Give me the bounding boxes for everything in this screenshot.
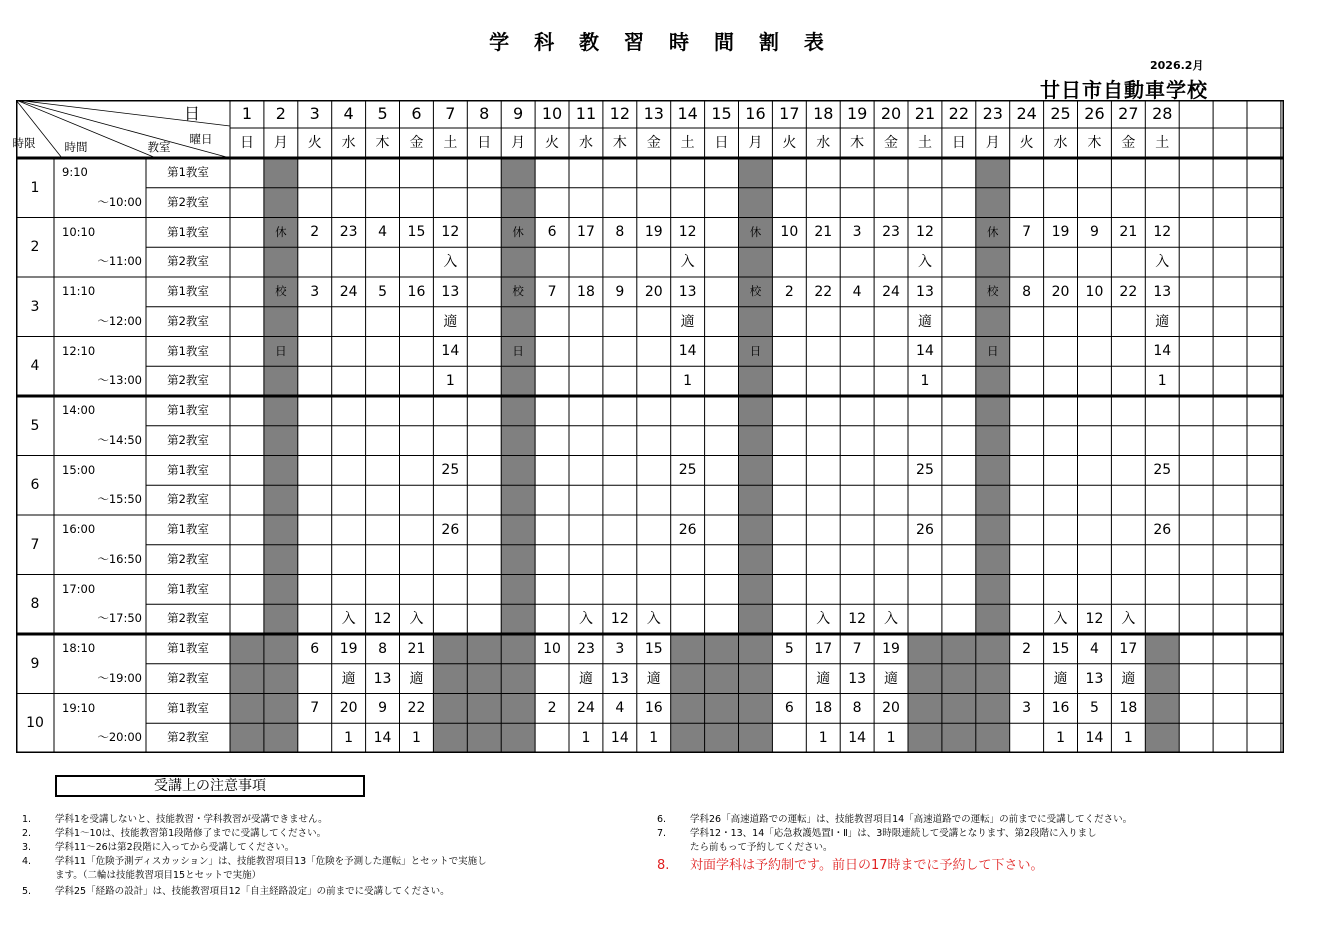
schedule-entry: 入 [1121, 611, 1136, 628]
day-number: 28 [1152, 104, 1173, 123]
weekday-label: 月 [748, 135, 763, 151]
school-name: 廿日市自動車学校 [1040, 78, 1208, 102]
schedule-entry: 適 [443, 313, 458, 330]
schedule-entry: 15 [644, 640, 663, 657]
day-number [1213, 100, 1247, 128]
schedule-entry: 適 [816, 670, 831, 687]
day-number: 15 [711, 104, 732, 123]
closed-day-text: 休 [275, 224, 287, 239]
note-number: 7. [657, 828, 667, 839]
schedule-entry: 4 [1089, 640, 1099, 657]
schedule-entry: 12 [916, 224, 934, 241]
room-header-label: 教室 [147, 140, 171, 155]
schedule-entry: 19 [339, 640, 358, 657]
period-number: 9 [30, 655, 40, 672]
time-header-label: 時間 [64, 140, 88, 155]
weekday-label: 木 [1087, 135, 1102, 151]
closed-day-text: 日 [749, 343, 762, 358]
weekday-label: 火 [1019, 135, 1034, 151]
day-number: 7 [445, 104, 456, 123]
schedule-entry: 適 [341, 670, 356, 687]
note-text: 学科11「危険予測ディスカッション」は、技能教習項目13「危険を予測した運転」とセットで実施し [55, 856, 487, 867]
closed-day-text: 校 [275, 284, 287, 299]
day-number: 4 [343, 104, 354, 123]
note-item [22, 855, 642, 869]
note-text: 学科11～26は第2段階に入ってから受講してください。 [55, 842, 295, 853]
weekday-label: 木 [375, 135, 390, 151]
period-number: 4 [30, 358, 40, 375]
room-label: 第2教室 [167, 432, 209, 447]
schedule-entry: 26 [1153, 521, 1172, 538]
schedule-entry: 14 [441, 343, 460, 360]
schedule-entry: 入 [1053, 611, 1068, 628]
day-number: 8 [479, 104, 490, 123]
weekday-label: 木 [612, 135, 627, 151]
day-number [1247, 100, 1281, 128]
weekday-label: 水 [341, 135, 356, 151]
schedule-entry: 16 [644, 700, 663, 717]
note-text: 対面学科は予約制です。前日の17時までに予約して下さい。 [690, 858, 1044, 873]
weekday-label [1213, 128, 1247, 158]
day-number: 5 [377, 104, 388, 123]
schedule-entry: 15 [407, 224, 426, 241]
timetable [12, 100, 1284, 753]
period-number: 7 [30, 536, 40, 553]
schedule-entry: 25 [916, 462, 934, 479]
schedule-entry: 適 [917, 313, 932, 330]
schedule-entry: 3 [615, 640, 625, 657]
schedule-entry: 適 [1053, 670, 1068, 687]
period-header-label: 時限 [12, 136, 36, 151]
schedule-entry: 適 [409, 670, 424, 687]
schedule-entry: 14 [1085, 730, 1104, 747]
period-number: 5 [30, 417, 40, 434]
day-number: 23 [982, 104, 1003, 123]
schedule-entry: 13 [441, 283, 460, 300]
room-label: 第1教室 [167, 641, 209, 656]
day-number: 16 [745, 104, 766, 123]
room-label: 第1教室 [167, 165, 209, 180]
schedule-entry: 1 [1123, 730, 1133, 747]
weekday-label: 土 [443, 135, 458, 151]
weekday-label: 火 [782, 135, 797, 151]
schedule-entry: 20 [339, 700, 358, 717]
note-item [22, 841, 642, 855]
weekday-label: 金 [409, 135, 424, 151]
room-label: 第2教室 [167, 551, 209, 566]
room-label: 第1教室 [167, 581, 209, 596]
schedule-entry: 24 [339, 283, 358, 300]
period-number: 8 [30, 596, 40, 613]
schedule-entry: 21 [814, 224, 833, 241]
room-label: 第2教室 [167, 492, 209, 507]
closed-day-text: 休 [512, 224, 524, 239]
note-number: 1. [22, 814, 32, 825]
note-item [657, 841, 1277, 855]
room-label: 第2教室 [167, 313, 209, 328]
closed-day-text: 日 [986, 343, 999, 358]
schedule-entry: 13 [373, 670, 392, 687]
period-end-time: ～16:50 [97, 551, 142, 566]
schedule-entry: 14 [610, 730, 629, 747]
period-start-time: 17:00 [62, 581, 96, 596]
period-start-time: 16:00 [62, 522, 96, 537]
schedule-entry: 12 [610, 611, 629, 628]
schedule-entry: 3 [310, 283, 320, 300]
schedule-entry: 23 [577, 640, 595, 657]
schedule-entry: 適 [1155, 313, 1170, 330]
note-text: 学科1を受講しないと、技能教習・学科教習が受講できません。 [55, 814, 328, 825]
day-number: 27 [1118, 104, 1139, 123]
weekday-label: 金 [884, 135, 899, 151]
schedule-entry: 1 [649, 730, 659, 747]
period-start-time: 19:10 [62, 700, 96, 715]
schedule-entry: 22 [407, 700, 426, 717]
schedule-entry: 12 [373, 611, 392, 628]
schedule-entry: 12 [1153, 224, 1172, 241]
schedule-entry: 21 [407, 640, 426, 657]
day-number: 3 [309, 104, 320, 123]
schedule-entry: 1 [1056, 730, 1065, 747]
period-end-time: ～19:00 [97, 670, 142, 685]
schedule-entry: 10 [1085, 283, 1104, 300]
schedule-entry: 16 [1051, 700, 1070, 717]
day-number: 19 [846, 104, 868, 123]
day-number: 20 [880, 104, 902, 123]
schedule-entry: 13 [848, 670, 867, 687]
period-start-time: 12:10 [62, 343, 96, 358]
schedule-entry: 3 [1022, 700, 1032, 717]
schedule-entry: 12 [1085, 611, 1104, 628]
room-label: 第1教室 [167, 462, 209, 477]
schedule-entry: 6 [784, 700, 794, 717]
schedule-entry: 22 [1119, 283, 1138, 300]
schedule-entry: 14 [848, 730, 867, 747]
note-item [22, 869, 642, 883]
note-text: たら前もって予約してください。 [690, 842, 833, 853]
note-number: 4. [22, 856, 32, 867]
schedule-entry: 12 [848, 611, 867, 628]
room-label: 第1教室 [167, 224, 209, 239]
day-number: 17 [779, 104, 800, 123]
period-start-time: 18:10 [62, 641, 96, 656]
room-label: 第2教室 [167, 373, 209, 388]
schedule-entry: 1 [683, 373, 693, 390]
note-text: 学科25「経路の設計」は、技能教習項目12「自主経路設定」の前までに受講してください。 [55, 886, 450, 897]
note-number: 5. [22, 886, 32, 897]
room-label: 第2教室 [167, 611, 209, 626]
closed-day-text: 校 [986, 284, 999, 299]
note-item [22, 813, 642, 827]
schedule-entry: 1 [886, 730, 896, 747]
schedule-entry: 1 [1157, 373, 1167, 390]
day-number: 9 [513, 104, 524, 123]
weekday-label: 土 [680, 135, 695, 151]
schedule-entry: 入 [680, 254, 695, 271]
schedule-entry: 1 [344, 730, 354, 747]
schedule-entry: 8 [1022, 283, 1032, 300]
schedule-entry: 18 [577, 283, 595, 300]
schedule-entry: 適 [1121, 670, 1136, 687]
schedule-entry: 2 [784, 283, 794, 300]
closed-day-text: 日 [275, 343, 287, 358]
schedule-entry: 7 [310, 700, 320, 717]
closed-day-text: 校 [749, 284, 762, 299]
notes-title: 受講上の注意事項 [55, 775, 365, 797]
note-text: 学科12・13、14「応急救護処置Ⅰ・Ⅱ」は、3時限連続して受講となります、第2段階に入りまし [690, 828, 1097, 839]
schedule-entry: 26 [916, 521, 934, 538]
day-number: 2 [275, 104, 286, 123]
schedule-entry: 20 [1051, 283, 1070, 300]
day-number [1179, 100, 1213, 128]
weekday-label [1247, 128, 1281, 158]
day-number: 1 [241, 104, 253, 123]
room-label: 第1教室 [167, 403, 209, 418]
note-item-important [657, 858, 1277, 872]
schedule-entry: 18 [1119, 700, 1138, 717]
schedule-entry: 17 [1119, 640, 1138, 657]
period-end-time: ～20:00 [97, 730, 142, 745]
schedule-entry: 2 [310, 224, 320, 241]
schedule-entry: 1 [411, 730, 421, 747]
weekday-label: 日 [714, 135, 729, 151]
period-start-time: 14:00 [62, 403, 96, 418]
weekday-label: 木 [850, 135, 865, 151]
schedule-entry: 3 [852, 224, 862, 241]
weekday-label: 火 [307, 135, 322, 151]
schedule-entry: 4 [852, 283, 862, 300]
schedule-entry: 9 [378, 700, 387, 717]
weekday-label: 金 [646, 135, 661, 151]
note-item [657, 827, 1277, 841]
schedule-entry: 入 [1155, 254, 1170, 271]
note-item [22, 885, 642, 899]
schedule-entry: 7 [1022, 224, 1032, 241]
schedule-entry: 14 [916, 343, 934, 360]
schedule-entry: 6 [310, 640, 320, 657]
room-label: 第2教室 [167, 730, 209, 745]
period-end-time: ～12:00 [97, 313, 142, 328]
schedule-entry: 5 [1089, 700, 1099, 717]
room-label: 第1教室 [167, 284, 209, 299]
schedule-entry: 7 [547, 283, 557, 300]
weekday-label: 月 [511, 135, 526, 151]
schedule-entry: 入 [884, 611, 899, 628]
schedule-entry: 24 [882, 283, 900, 300]
period-end-time: ～11:00 [97, 254, 142, 269]
schedule-entry: 1 [445, 373, 455, 390]
schedule-entry: 5 [784, 640, 794, 657]
note-text: 学科1～10は、技能教習第1段階修了までに受講してください。 [55, 828, 327, 839]
weekday-label: 日 [477, 135, 492, 151]
schedule-entry: 4 [615, 700, 625, 717]
schedule-entry: 23 [339, 224, 358, 241]
room-label: 第2教室 [167, 254, 209, 269]
day-number: 12 [609, 104, 631, 123]
period-end-time: ～15:50 [97, 492, 142, 507]
weekday-header-label: 曜日 [189, 132, 213, 147]
weekday-label: 月 [273, 135, 288, 151]
weekday-label: 日 [239, 135, 254, 151]
schedule-entry: 12 [441, 224, 460, 241]
schedule-entry: 23 [882, 224, 900, 241]
period-end-time: ～13:00 [97, 373, 142, 388]
closed-day-text: 校 [512, 284, 524, 299]
day-number: 22 [948, 104, 970, 123]
note-number: 6. [657, 814, 667, 825]
schedule-entry: 9 [1089, 224, 1099, 241]
schedule-entry: 13 [1085, 670, 1104, 687]
room-label: 第1教室 [167, 700, 209, 715]
weekday-label: 火 [545, 135, 560, 151]
page-title: 学 科 教 習 時 間 割 表 [489, 30, 833, 54]
period-number: 2 [30, 239, 40, 256]
period-start-time: 9:10 [62, 165, 88, 180]
schedule-entry: 25 [441, 462, 460, 479]
schedule-entry: 入 [341, 611, 356, 628]
schedule-entry: 22 [814, 283, 833, 300]
room-label: 第1教室 [167, 522, 209, 537]
day-header-label: 日 [183, 104, 200, 123]
schedule-entry: 25 [678, 462, 697, 479]
room-label: 第2教室 [167, 670, 209, 685]
weekday-label: 日 [951, 135, 966, 151]
weekday-label: 水 [578, 135, 593, 151]
schedule-entry: 18 [814, 700, 833, 717]
day-number: 24 [1016, 104, 1037, 123]
schedule-entry: 7 [852, 640, 862, 657]
period-start-time: 15:00 [62, 462, 96, 477]
schedule-entry: 1 [920, 373, 930, 390]
weekday-label: 水 [816, 135, 831, 151]
weekday-label: 月 [985, 135, 1000, 151]
day-number: 21 [914, 104, 936, 123]
weekday-label: 金 [1121, 135, 1136, 151]
note-number: 8. [657, 858, 670, 873]
closed-day-text: 日 [512, 343, 524, 358]
day-number: 14 [677, 104, 698, 123]
schedule-entry: 13 [678, 283, 697, 300]
schedule-entry: 8 [615, 224, 625, 241]
weekday-label [1179, 128, 1213, 158]
room-label: 第2教室 [167, 194, 209, 209]
closed-day-text: 休 [986, 224, 999, 239]
schedule-entry: 21 [1119, 224, 1138, 241]
schedule-entry: 入 [816, 611, 831, 628]
room-label: 第1教室 [167, 343, 209, 358]
schedule-entry: 10 [780, 224, 799, 241]
weekday-label: 土 [1155, 135, 1170, 151]
period-number: 10 [26, 715, 44, 732]
schedule-entry: 入 [578, 611, 593, 628]
schedule-entry: 適 [680, 313, 695, 330]
schedule-entry: 適 [646, 670, 661, 687]
schedule-entry: 2 [1022, 640, 1032, 657]
note-number: 3. [22, 842, 32, 853]
note-text: 学科26「高速道路での運転」は、技能教習項目14「高速道路での運転」の前までに受講してください。 [690, 814, 1133, 825]
schedule-entry: 8 [852, 700, 862, 717]
day-number: 25 [1050, 104, 1071, 123]
schedule-entry: 2 [547, 700, 557, 717]
period-start-time: 10:10 [62, 224, 96, 239]
schedule-entry: 19 [1051, 224, 1070, 241]
schedule-entry: 20 [882, 700, 900, 717]
schedule-entry: 9 [615, 283, 625, 300]
schedule-entry: 26 [441, 521, 460, 538]
schedule-entry: 17 [814, 640, 833, 657]
schedule-entry: 10 [543, 640, 561, 657]
schedule-entry: 19 [644, 224, 663, 241]
schedule-entry: 入 [646, 611, 661, 628]
schedule-entry: 13 [916, 283, 934, 300]
day-number: 18 [813, 104, 834, 123]
schedule-entry: 24 [577, 700, 595, 717]
period-end-time: ～10:00 [97, 194, 142, 209]
schedule-entry: 14 [1153, 343, 1172, 360]
note-number: 2. [22, 828, 32, 839]
schedule-entry: 12 [678, 224, 697, 241]
period-number: 3 [30, 298, 40, 315]
period-end-time: ～14:50 [97, 432, 142, 447]
schedule-entry: 26 [678, 521, 697, 538]
schedule-entry: 14 [373, 730, 392, 747]
note-text: ます。（二輪は技能教習項目15とセットで実施） [55, 870, 262, 881]
day-number: 11 [575, 104, 597, 123]
day-number: 13 [643, 104, 664, 123]
schedule-entry: 入 [917, 254, 932, 271]
period-start-time: 11:10 [62, 284, 96, 299]
schedule-entry: 16 [407, 283, 426, 300]
schedule-entry: 6 [547, 224, 557, 241]
closed-day-text: 休 [749, 224, 762, 239]
schedule-entry: 適 [578, 670, 593, 687]
schedule-entry: 19 [882, 640, 900, 657]
schedule-entry: 13 [1153, 283, 1172, 300]
schedule-entry: 13 [610, 670, 629, 687]
schedule-entry: 15 [1051, 640, 1070, 657]
schedule-entry: 20 [644, 283, 663, 300]
period-number: 1 [30, 179, 40, 196]
weekday-label: 土 [917, 135, 932, 151]
schedule-entry: 1 [581, 730, 591, 747]
note-item [22, 827, 642, 841]
schedule-entry: 適 [884, 670, 899, 687]
period-number: 6 [30, 477, 40, 494]
note-item [657, 813, 1277, 827]
weekday-label: 水 [1053, 135, 1068, 151]
day-number: 6 [411, 104, 422, 123]
day-number: 26 [1084, 104, 1105, 123]
schedule-entry: 17 [577, 224, 595, 241]
schedule-entry: 25 [1153, 462, 1172, 479]
schedule-entry: 入 [443, 254, 458, 271]
schedule-entry: 4 [378, 224, 387, 241]
schedule-entry: 5 [378, 283, 387, 300]
schedule-entry: 14 [678, 343, 697, 360]
schedule-entry: 8 [378, 640, 387, 657]
period-end-time: ～17:50 [97, 611, 142, 626]
schedule-entry: 入 [409, 611, 424, 628]
date-label: 2026.2月 [1150, 59, 1204, 72]
schedule-entry: 1 [818, 730, 828, 747]
day-number: 10 [541, 104, 563, 123]
